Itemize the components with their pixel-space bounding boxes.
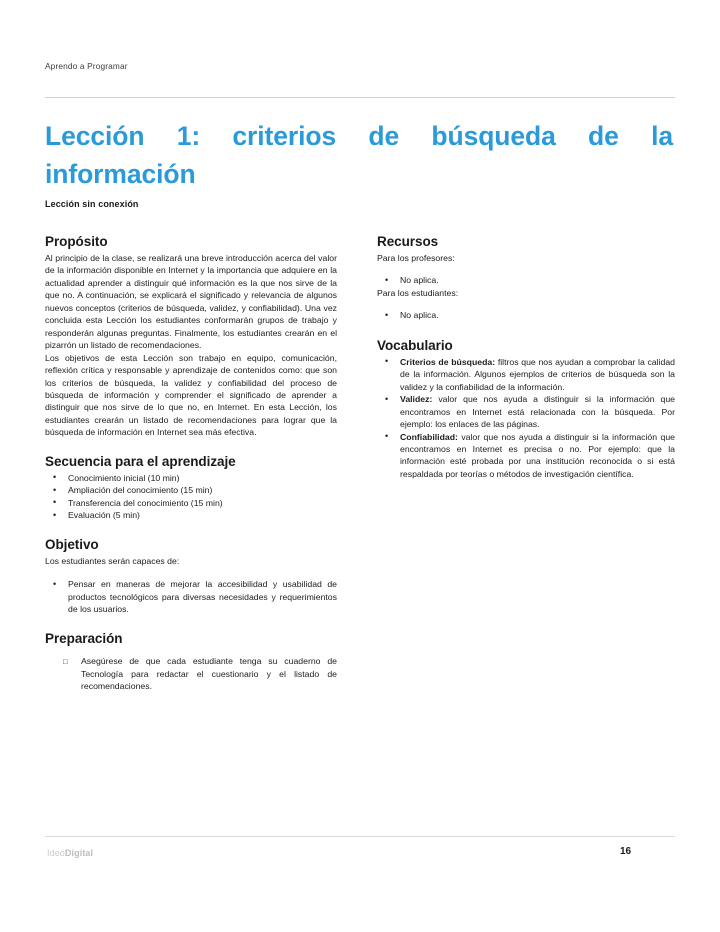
left-column — [45, 232, 337, 693]
page-header — [45, 60, 675, 72]
vocab-definition: filtros que nos ayudan a comprobar la calidad de la información. Algunos ejemplos de criterios de búsqueda son la validez y la confiabilidad de la información. — [400, 356, 675, 392]
recursos-teachers-label: Para los profesores: — [377, 253, 455, 263]
list-item — [377, 393, 675, 430]
header-label: Aprendo a Programar — [45, 61, 128, 71]
footer-divider — [45, 836, 675, 837]
objetivo-list — [45, 578, 337, 615]
vocab-term: Criterios de búsqueda: — [400, 356, 496, 367]
page-title: Lección 1: criterios de búsqueda de la información — [45, 121, 673, 189]
section-heading-objetivo: Objetivo — [45, 536, 99, 552]
footer-logo-bold: Digital — [64, 848, 94, 858]
vocab-definition: valor que nos ayuda a distinguir si la información que encontramos en Internet es precisa o no. Por ejemplo: que la información esté probada por una institución reconocida o si está respaldada por teorías o métodos de investigación científica. — [400, 431, 675, 479]
section-heading-proposito: Propósito — [45, 234, 108, 249]
list-item: • Evaluación (5 min) — [45, 509, 337, 521]
list-item: • Pensar en maneras de mejorar la accesibilidad y usabilidad de productos tecnológicos para diversas necesidades y requerimientos de los usuarios. — [45, 578, 337, 615]
recursos-students-label: Para los estudiantes: — [377, 287, 459, 298]
recursos-students-list — [377, 309, 675, 321]
section-heading-secuencia: Secuencia para el aprendizaje — [45, 453, 236, 469]
right-column — [377, 232, 675, 480]
section-preparacion — [45, 629, 337, 692]
list-item: • Ampliación del conocimiento (15 min) — [45, 484, 337, 496]
vocab-definition: valor que nos ayuda a distinguir si la información que encontramos en Internet está relacionada con la búsqueda. Por ejemplo: los enlaces de las páginas. — [400, 394, 675, 430]
footer-logo — [47, 848, 93, 858]
proposito-paragraph-1: Al principio de la clase, se realizará una breve introducción acerca del valor de la información disponible en Internet y la importancia que adquiere en la actualidad aprender a distinguir qué información es la que nos sirve de la que no. A continuación, se explicará el significado y relevancia de algunos nuevos conceptos (criterios de búsqueda, validez, y confiabilidad). Una vez concluida esta Lección los estudiantes conformarán grupos de trabajo y responderán algunas preguntas. Finalmente, los estudiantes crearán en el pizarrón un listado de recomendaciones. — [45, 253, 337, 351]
secuencia-list — [45, 472, 337, 522]
section-heading-recursos: Recursos — [377, 234, 439, 249]
section-recursos — [377, 232, 675, 322]
section-heading-preparacion: Preparación — [45, 631, 123, 647]
vocab-term: Confiabilidad: — [400, 431, 458, 442]
list-item: □ Asegúrese de que cada estudiante tenga su cuaderno de Tecnología para redactar el cuestionario y el listado de recomendaciones. — [45, 655, 337, 692]
list-item: • Transferencia del conocimiento (15 min) — [45, 497, 337, 509]
preparacion-list — [45, 655, 337, 692]
section-vocabulario — [377, 336, 675, 481]
section-secuencia — [45, 452, 337, 522]
vocabulario-list — [377, 356, 675, 481]
section-proposito — [45, 232, 337, 439]
vocab-term: Validez: — [400, 394, 433, 405]
proposito-paragraph-2: Los objetivos de esta Lección son trabajo en equipo, comunicación, reflexión crítica y responsable y aprendizaje de contenidos como: que son los criterios de búsqueda, la validez y confiabilidad del proceso de búsqueda de información y comprender el significado de aprender a distinguir que nos sirve de lo que no, en Internet. En esta Lección, los estudiantes crearán un listado de recomendaciones para lograr que la búsqueda de información en Internet sea más efectiva. — [45, 352, 337, 438]
list-item — [377, 431, 675, 481]
list-item: • No aplica. — [377, 274, 675, 286]
recursos-teachers-list — [377, 274, 675, 286]
list-item: • No aplica. — [377, 309, 675, 321]
section-heading-vocabulario: Vocabulario — [377, 337, 453, 353]
list-item: • Conocimiento inicial (10 min) — [45, 472, 337, 484]
objetivo-lead: Los estudiantes serán capaces de: — [45, 555, 180, 566]
page-subtitle: Lección sin conexión — [45, 199, 139, 209]
header-divider — [45, 97, 675, 98]
footer-logo-light: Ideo — [47, 848, 65, 858]
list-item — [377, 356, 675, 393]
page-number: 16 — [620, 846, 632, 857]
section-objetivo — [45, 535, 337, 616]
